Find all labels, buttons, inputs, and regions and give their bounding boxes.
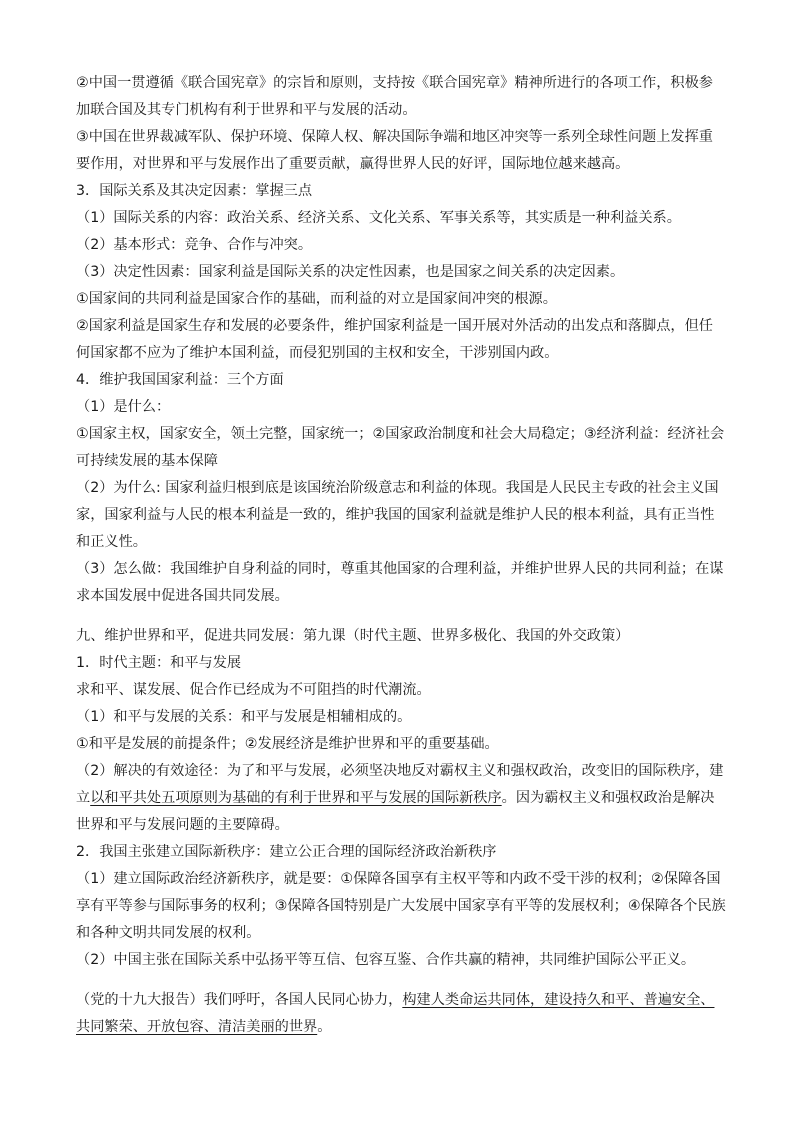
text-run: （党的十九大报告）我们呼吁，各国人民同心协力，	[76, 992, 403, 1008]
paragraph-gap	[76, 974, 726, 987]
text-run: ①和平是发展的前提条件；②发展经济是维护世界和平的重要基础。	[76, 736, 499, 752]
text-run: （2）中国主张在国际关系中弘扬平等互信、包容互鉴、合作共赢的精神，共同维护国际公平正义。	[76, 952, 696, 968]
paragraph	[76, 758, 726, 839]
text-run: 3．国际关系及其决定因素：掌握三点	[76, 183, 313, 199]
text-run: ①国家主权，国家安全，领土完整，国家统一；②国家政治制度和社会大局稳定；③经济利益：经济社会可持续发展的基本保障	[76, 426, 725, 469]
text-run: （1）和平与发展的关系：和平与发展是相辅相成的。	[76, 709, 412, 725]
paragraph	[76, 475, 726, 556]
paragraph	[76, 367, 726, 394]
text-run: ①国家间的共同利益是国家合作的基础，而利益的对立是国家间冲突的根源。	[76, 291, 557, 307]
paragraph	[76, 987, 726, 1041]
text-run: 1．时代主题：和平与发展	[76, 655, 242, 671]
text-run: （3）决定性因素：国家利益是国际关系的决定性因素，也是国家之间关系的决定因素。	[76, 264, 625, 280]
text-run: （1）是什么：	[76, 399, 171, 415]
paragraph	[76, 650, 726, 677]
paragraph	[76, 839, 726, 866]
underlined-text: 以和平共处五项原则为基础的有利于世界和平与发展的国际新秩序	[90, 790, 502, 806]
paragraph	[76, 623, 726, 650]
text-run: （1）建立国际政治经济新秩序，就是要：①保障各国享有主权平等和内政不受干涉的权利；②保障各国享有平等参与国际事务的权利；③保障各国特别是广大发展中国家享有平等的发展权利；④保障各个民族和各种文明共同发展的权利。	[76, 871, 726, 941]
paragraph	[76, 205, 726, 232]
underlined-text: 构建人类命运共同体，建设持久和平、普遍安全、共同繁荣、开放包容、清洁美丽的世界	[76, 992, 715, 1035]
paragraph	[76, 178, 726, 205]
paragraph	[76, 394, 726, 421]
paragraph	[76, 421, 726, 475]
text-run: 4．维护我国国家利益：三个方面	[76, 372, 284, 388]
text-run: ②国家利益是国家生存和发展的必要条件，维护国家利益是一国开展对外活动的出发点和落脚点，但任何国家都不应为了维护本国利益，而侵犯别国的主权和安全，干涉别国内政。	[76, 318, 713, 361]
paragraph	[76, 704, 726, 731]
paragraph	[76, 866, 726, 947]
paragraph	[76, 232, 726, 259]
document-page	[76, 70, 726, 1041]
paragraph	[76, 731, 726, 758]
paragraph	[76, 947, 726, 974]
paragraph	[76, 70, 726, 124]
text-run: 。	[317, 1019, 332, 1035]
text-run: （3）怎么做：我国维护自身利益的同时，尊重其他国家的合理利益，并维护世界人民的共同利益；在谋求本国发展中促进各国共同发展。	[76, 561, 724, 604]
text-run: 求和平、谋发展、促合作已经成为不可阻挡的时代潮流。	[76, 682, 431, 698]
text-run: （1）国际关系的内容：政治关系、经济关系、文化关系、军事关系等，其实质是一种利益关系。	[76, 210, 681, 226]
text-run: 。因为霸权主义和强权政治是解决世界和平与发展问题的主要障碍。	[76, 790, 715, 833]
text-run: ②中国一贯遵循《联合国宪章》的宗旨和原则，支持按《联合国宪章》精神所进行的各项工作，积极参加联合国及其专门机构有利于世界和平与发展的活动。	[76, 75, 713, 118]
paragraph	[76, 259, 726, 286]
paragraph	[76, 313, 726, 367]
paragraph	[76, 556, 726, 610]
text-run: ③中国在世界裁减军队、保护环境、保障人权、解决国际争端和地区冲突等一系列全球性问题上发挥重要作用，对世界和平与发展作出了重要贡献，赢得世界人民的好评，国际地位越来越高。	[76, 129, 713, 172]
text-run: 九、维护世界和平，促进共同发展：第九课（时代主题、世界多极化、我国的外交政策）	[76, 628, 630, 644]
text-run: 2．我国主张建立国际新秩序：建立公正合理的国际经济政治新秩序	[76, 844, 497, 860]
text-run: （2）基本形式：竞争、合作与冲突。	[76, 237, 313, 253]
paragraph	[76, 677, 726, 704]
paragraph	[76, 124, 726, 178]
paragraph	[76, 286, 726, 313]
paragraph-gap	[76, 610, 726, 623]
text-run: （2）为什么: 国家利益归根到底是该国统治阶级意志和利益的体现。我国是人民民主专政的社会主义国家，国家利益与人民的根本利益是一致的，维护我国的国家利益就是维护人民的根本利益，具有正当性和正义性。	[76, 480, 719, 550]
text-run: （2）解决的有效途径：为了和平与发展，必须坚决地反对霸权主义和强权政治，改变旧的国际秩序，建立	[76, 763, 724, 806]
